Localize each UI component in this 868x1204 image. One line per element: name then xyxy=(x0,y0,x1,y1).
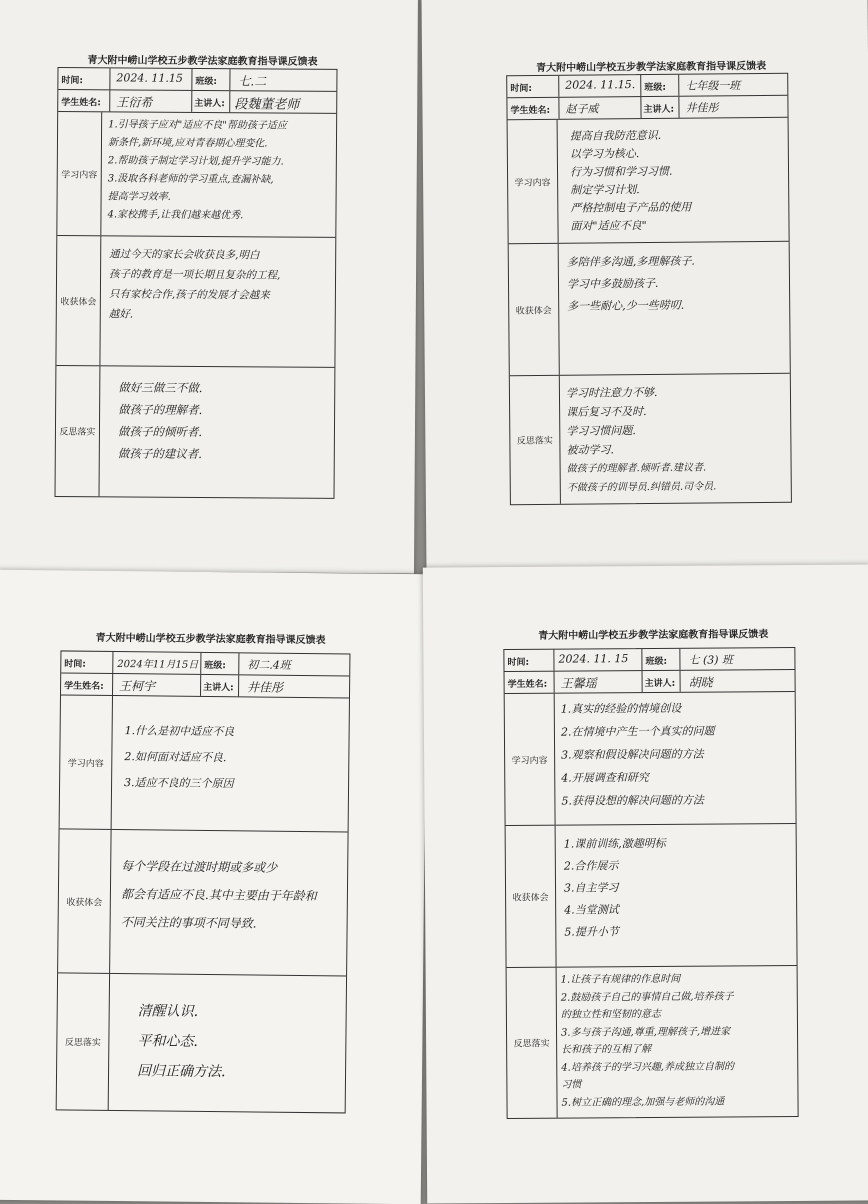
study-line: 3.汲取各科老师的学习重点,查漏补缺, xyxy=(107,173,274,186)
study-line: 以学习为核心. xyxy=(569,147,640,161)
gain-label: 收获体会 xyxy=(515,305,552,317)
study-line: 5.获得设想的解决问题的方法 xyxy=(561,793,704,808)
study-label: 学习内容 xyxy=(67,758,104,769)
row-time-class xyxy=(61,651,349,676)
row-student-lecturer xyxy=(505,670,795,694)
reflect-line: 做孩子的理解者.倾听者.建议者. xyxy=(566,462,707,475)
gain-line: 4.当堂测试 xyxy=(564,903,619,917)
gain-line: 孩子的教育是一项长期且复杂的工程, xyxy=(109,268,281,282)
gain-line: 通过今天的家长会收获良多,明白 xyxy=(109,248,260,262)
form-title: 青大附中崂山学校五步教学法家庭教育指导课反馈表 xyxy=(87,55,318,68)
form-title: 青大附中崂山学校五步教学法家庭教育指导课反馈表 xyxy=(536,60,767,74)
gain-content xyxy=(120,852,317,938)
form-table xyxy=(506,73,792,505)
row-reflect xyxy=(507,966,798,1118)
feedback-form xyxy=(61,628,361,1081)
gain-label: 收获体会 xyxy=(60,296,97,308)
row-student-lecturer xyxy=(58,90,336,114)
gain-line: 不同关注的事项不同导致. xyxy=(120,915,257,931)
study-line: 提高学习效率. xyxy=(107,191,171,203)
study-content xyxy=(561,697,715,813)
time-value: 2024. 11. 15 xyxy=(558,652,629,666)
row-study xyxy=(57,112,336,238)
study-content xyxy=(124,718,234,797)
lecturer-value: 井佳彤 xyxy=(247,680,284,695)
reflect-line: 课后复习不及时. xyxy=(566,405,647,419)
row-student-lecturer xyxy=(61,673,349,698)
class-value: 七年级一班 xyxy=(685,79,741,93)
lecturer-label: 主讲人: xyxy=(194,98,225,110)
class-label: 班级: xyxy=(645,656,668,668)
study-label: 学习内容 xyxy=(61,170,98,181)
lecturer-value: 段魏董老师 xyxy=(234,97,300,113)
reflect-line: 做孩子的建议者. xyxy=(117,446,203,461)
row-gain xyxy=(56,236,335,368)
gain-line: 1.课前训练,激趣明标 xyxy=(563,836,666,851)
gain-label: 收获体会 xyxy=(66,897,103,908)
feedback-form-sheet-4 xyxy=(423,564,868,1203)
lecturer-label: 主讲人: xyxy=(203,682,234,694)
form-table xyxy=(55,67,338,499)
feedback-form-sheet-3 xyxy=(0,570,427,1204)
study-line: 面对"适应不良" xyxy=(570,219,647,233)
gain-line: 5.提升小节 xyxy=(564,925,619,939)
study-line: 2.如何面对适应不良. xyxy=(124,750,227,765)
class-label: 班级: xyxy=(644,82,666,94)
reflect-label: 反思落实 xyxy=(59,427,96,438)
feedback-form xyxy=(503,625,803,1109)
row-reflect xyxy=(510,374,791,504)
gain-line: 多陪伴多沟通,多理解孩子. xyxy=(566,254,695,269)
time-value: 2024年11月15日 xyxy=(117,659,199,671)
study-line: 2.帮助孩子制定学习计划,提升学习能力. xyxy=(107,155,284,168)
class-label: 班级: xyxy=(204,660,226,672)
gain-line: 3.自主学习 xyxy=(563,881,619,895)
feedback-form-sheet-1 xyxy=(0,0,418,573)
student-value: 王衍希 xyxy=(116,95,153,110)
gain-line: 越好. xyxy=(108,308,134,321)
reflect-line: 学习时注意力不够. xyxy=(565,385,658,400)
row-study xyxy=(505,692,796,826)
reflect-line: 做孩子的理解者. xyxy=(118,402,203,417)
study-line: 1.真实的经验的情境创设 xyxy=(560,701,682,716)
study-content xyxy=(107,116,286,225)
row-time-class xyxy=(504,648,794,672)
reflect-line: 平和心态. xyxy=(137,1033,198,1050)
time-label: 时间: xyxy=(61,75,84,87)
study-line: 1.引导孩子应对"适应不良"帮助孩子适应 xyxy=(108,119,287,132)
time-value: 2024. 11.15. xyxy=(565,78,636,92)
study-line: 1.什么是初中适应不良 xyxy=(124,724,235,739)
reflect-label: 反思落实 xyxy=(513,1039,550,1050)
form-title: 青大附中崂山学校五步教学法家庭教育指导课反馈表 xyxy=(95,632,326,647)
reflect-content xyxy=(137,996,226,1087)
feedback-form-sheet-2 xyxy=(422,0,868,572)
study-label: 学习内容 xyxy=(514,177,551,189)
class-label: 班级: xyxy=(195,76,218,88)
gain-line: 只有家校合作,孩子的发展才会越来 xyxy=(108,288,270,302)
gain-content xyxy=(109,244,281,325)
student-value: 赵子威 xyxy=(565,102,599,116)
row-gain xyxy=(509,242,790,376)
study-line: 3.适应不良的三个原因 xyxy=(124,776,234,791)
reflect-line: 不做孩子的训导员.纠错员.司令员. xyxy=(566,481,717,494)
gain-line: 都会有适应不良.其中主要由于年龄和 xyxy=(120,887,317,904)
gain-line: 每个学段在过渡时期或多或少 xyxy=(121,859,278,875)
row-student-lecturer xyxy=(507,96,787,120)
reflect-line: 被动学习. xyxy=(566,443,615,457)
row-reflect xyxy=(56,366,335,498)
study-line: 提高自我防范意识. xyxy=(569,128,662,143)
row-study xyxy=(508,118,789,244)
row-study xyxy=(60,695,349,832)
student-value: 王柯宇 xyxy=(119,679,156,694)
reflect-line: 做孩子的倾听者. xyxy=(117,424,203,439)
row-time-class xyxy=(58,68,336,92)
study-content xyxy=(570,127,692,236)
study-line: 2.在情境中产生一个真实的问题 xyxy=(560,724,715,739)
reflect-line: 3.多与孩子沟通,尊重,理解孩子,增进家 xyxy=(560,1025,731,1039)
row-time-class xyxy=(507,74,787,98)
gain-line: 多一些耐心,少一些唠叨. xyxy=(567,298,685,313)
row-reflect xyxy=(57,973,346,1112)
lecturer-label: 主讲人: xyxy=(643,104,675,116)
student-value: 王馨瑶 xyxy=(560,676,597,691)
reflect-line: 2.鼓励孩子自己的事情自己做,培养孩子 xyxy=(560,990,734,1004)
study-line: 新条件,新环境,应对青春期心理变化. xyxy=(107,137,268,150)
reflect-line: 做好三做三不做. xyxy=(118,380,203,395)
class-value: 七 (3) 班 xyxy=(688,653,734,667)
row-gain xyxy=(506,824,797,968)
student-label: 学生姓名: xyxy=(64,681,104,692)
reflect-content xyxy=(566,382,717,497)
reflect-label: 反思落实 xyxy=(516,436,553,447)
time-value: 2024. 11.15 xyxy=(116,71,183,85)
student-label: 学生姓名: xyxy=(61,97,101,109)
student-label: 学生姓名: xyxy=(510,105,551,117)
lecturer-value: 胡晓 xyxy=(688,675,713,690)
reflect-line: 习惯 xyxy=(561,1079,582,1091)
study-label: 学习内容 xyxy=(511,755,548,766)
student-label: 学生姓名: xyxy=(507,679,548,690)
reflect-line: 1.让孩子有规律的作息时间 xyxy=(560,973,681,986)
class-value: 初二.4班 xyxy=(247,658,291,672)
study-line: 4.开展调查和研究 xyxy=(561,770,649,785)
gain-content xyxy=(564,833,667,944)
form-table xyxy=(503,647,798,1119)
gain-line: 学习中多鼓励孩子. xyxy=(566,276,659,291)
study-line: 严格控制电子产品的使用 xyxy=(570,200,692,215)
gain-line: 2.合作展示 xyxy=(563,859,619,873)
lecturer-value: 井佳彤 xyxy=(685,101,719,115)
reflect-line: 的独立性和坚韧的意志 xyxy=(560,1008,661,1021)
reflect-line: 清醒认识. xyxy=(137,1003,199,1020)
reflect-line: 长和孩子的互相了解 xyxy=(561,1043,652,1056)
form-title: 青大附中崂山学校五步教学法家庭教育指导课反馈表 xyxy=(538,629,769,642)
reflect-line: 回归正确方法. xyxy=(136,1063,226,1081)
feedback-form xyxy=(506,57,796,494)
study-line: 4.家校携手,让我们越来越优秀. xyxy=(107,209,244,222)
reflect-content xyxy=(561,970,735,1111)
row-gain xyxy=(58,829,347,976)
study-line: 行为习惯和学习习惯. xyxy=(569,164,673,179)
gain-label: 收获体会 xyxy=(512,892,549,903)
time-label: 时间: xyxy=(64,659,86,670)
reflect-content xyxy=(118,376,203,465)
form-table xyxy=(56,650,351,1113)
class-value: 七.二 xyxy=(238,74,267,89)
reflect-line: 4.培养孩子的学习兴趣,养成独立自制的 xyxy=(561,1060,735,1074)
study-line: 3.观察和假设解决问题的方法 xyxy=(561,747,704,762)
lecturer-label: 主讲人: xyxy=(644,678,676,690)
gain-content xyxy=(567,251,696,318)
reflect-label: 反思落实 xyxy=(64,1037,101,1049)
reflect-line: 5.树立正确的理念,加强与老师的沟通 xyxy=(561,1095,725,1109)
study-line: 制定学习计划. xyxy=(570,183,640,197)
reflect-line: 学习习惯问题. xyxy=(566,424,636,438)
time-label: 时间: xyxy=(507,657,530,668)
time-label: 时间: xyxy=(510,83,532,95)
feedback-form xyxy=(58,51,348,461)
